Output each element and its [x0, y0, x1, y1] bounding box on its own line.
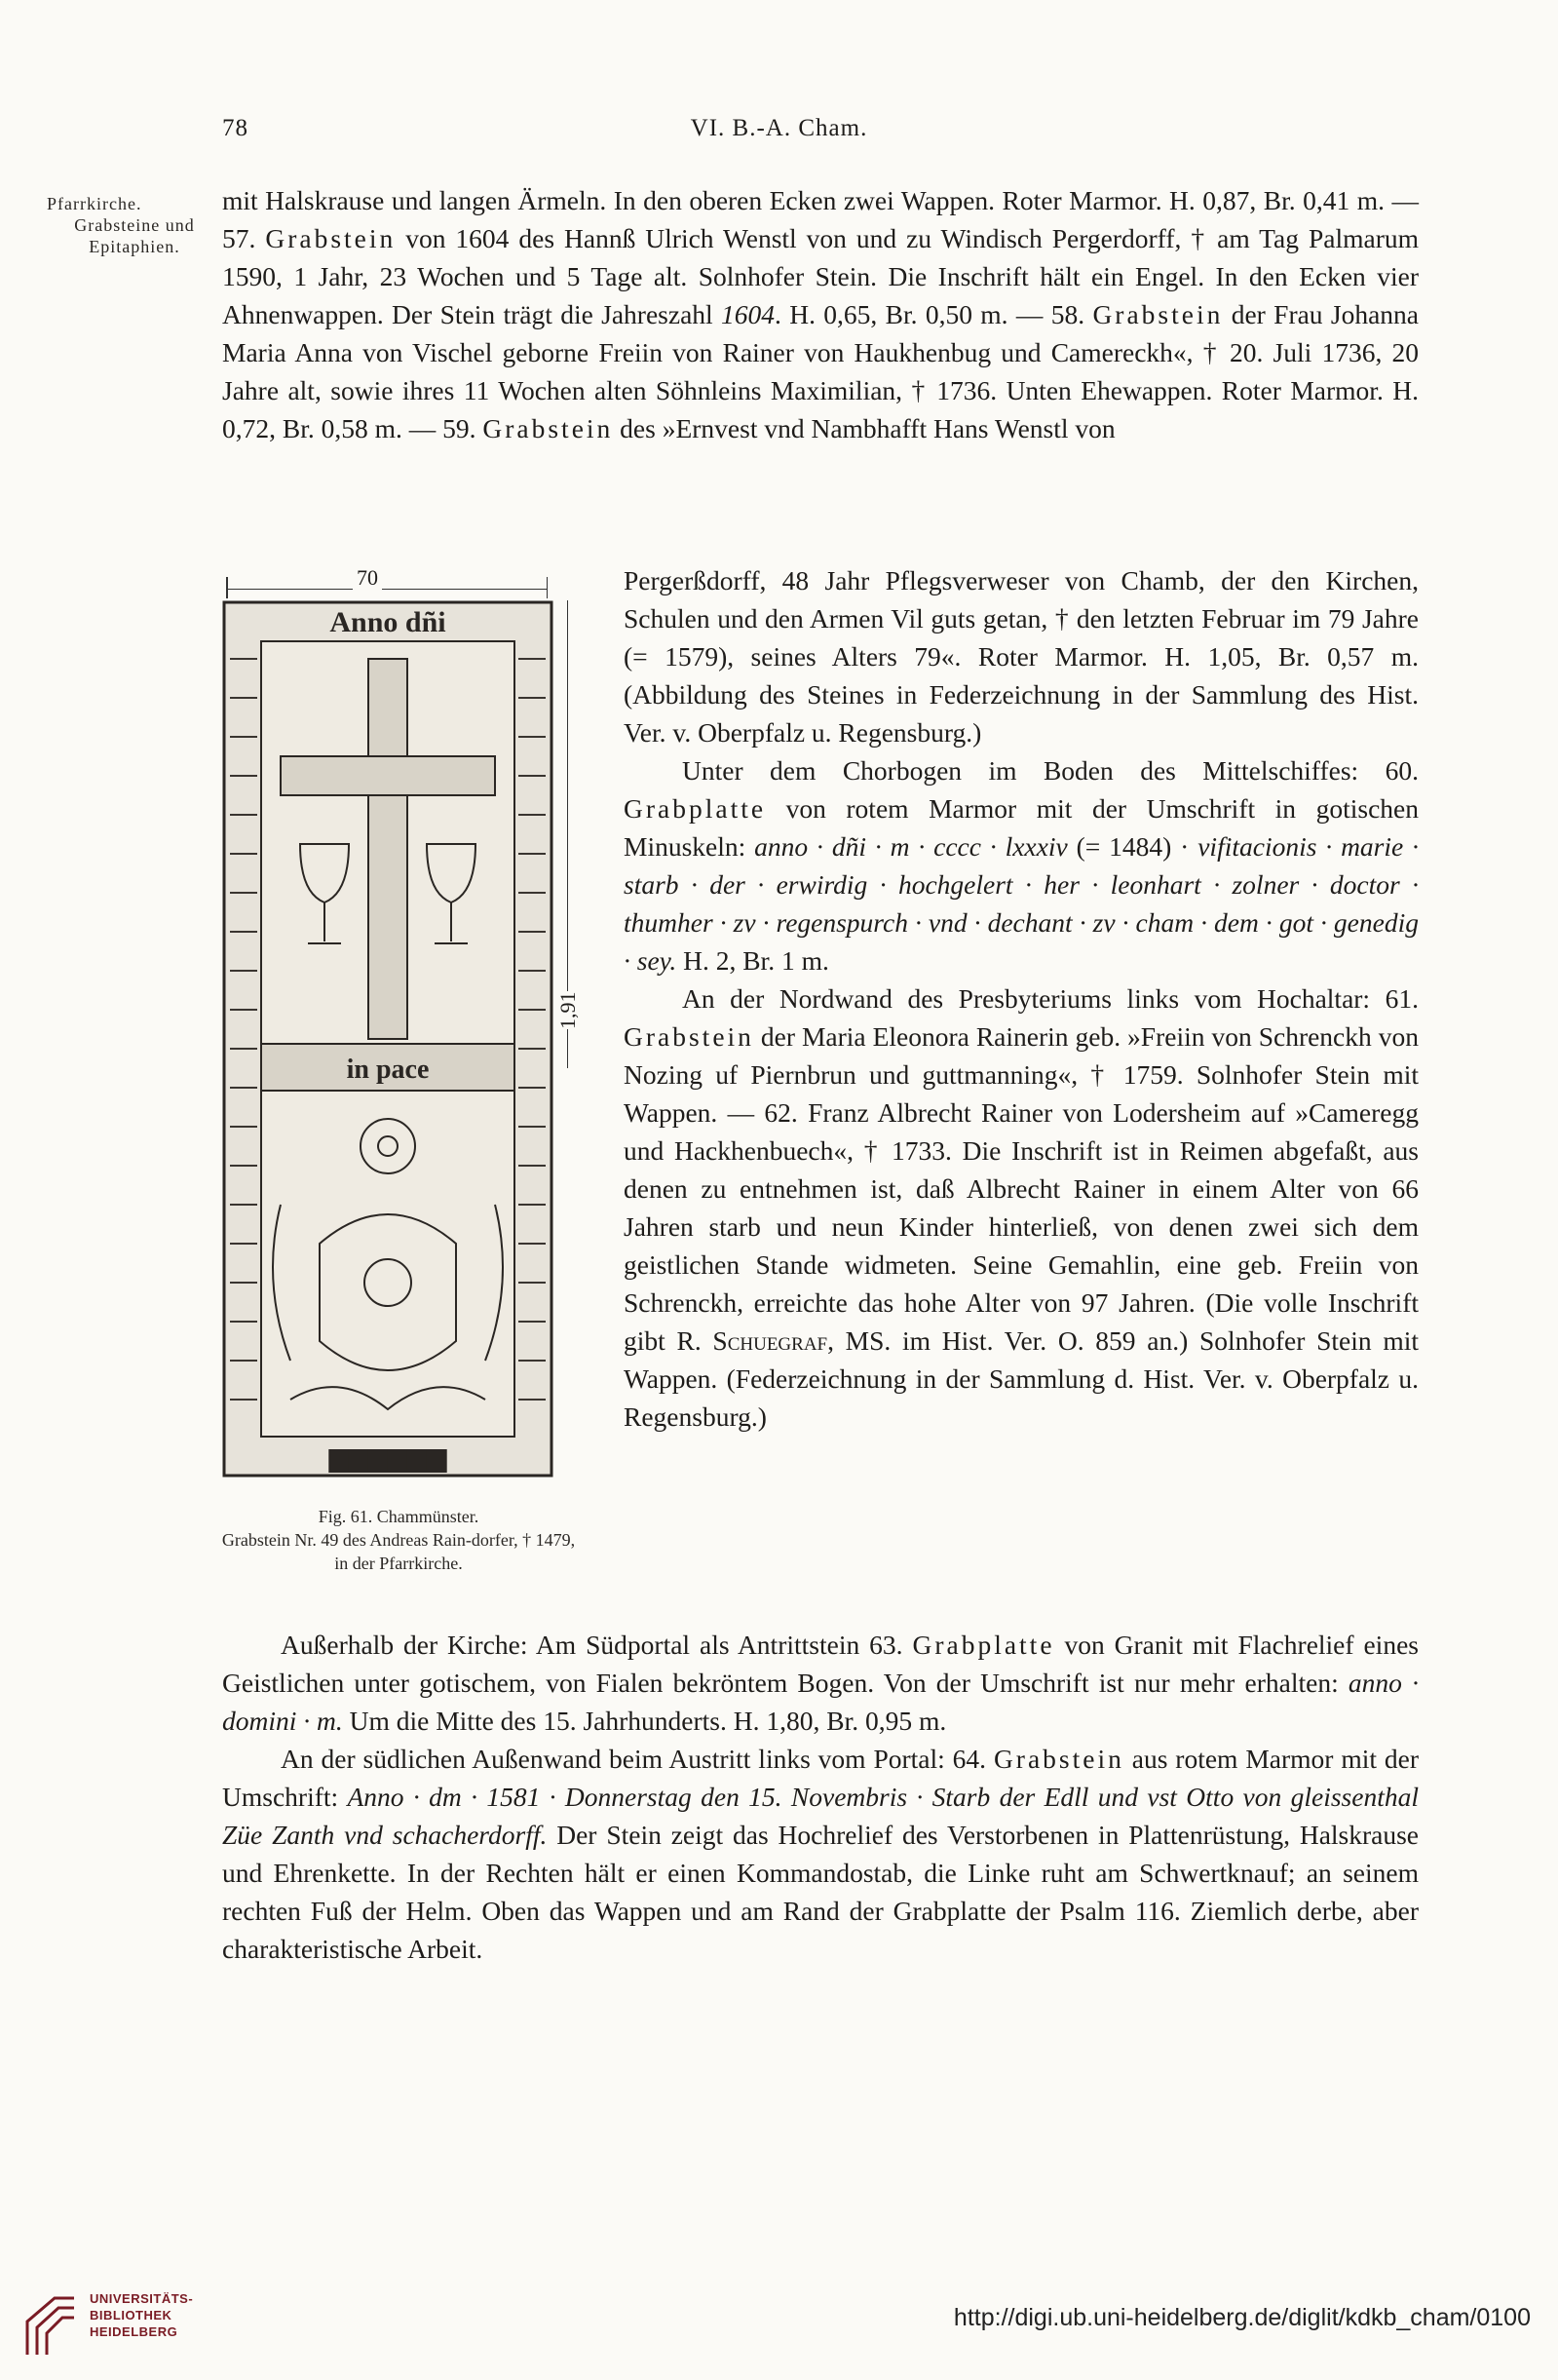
- running-head: VI. B.-A. Cham.: [690, 115, 868, 141]
- svg-text:▆▆▆▆▆▆: ▆▆▆▆▆▆: [329, 1443, 446, 1472]
- paragraph: An der südlichen Außenwand beim Austritt links vom Portal: 64. Grabstein aus rotem Marmor mit der Umschrift: Anno · dm · 1581 · Donnerstag den 15. Novembris · Starb der Edll und vst Otto von gleissenthal Züe Zanth vnd schacherdorff. Der Stein zeigt das Hochrelief des Verstorbenen in Plattenrüstung, Halskrause und Ehrenkette. In der Rechten hält er einen Kommandostab, die Linke ruht am Schwertknauf; an seinem rechten Fuß der Helm. Oben das Wappen und am Rand der Grabplatte der Psalm 116. Ziemlich derbe, aber charakteristische Arbeit.: [222, 1744, 1420, 1964]
- paragraph: An der Nordwand des Presbyteriums links vom Hochaltar: 61. Grabstein der Maria Eleonora Rainerin geb. »Freiin von Schrenckh von Nozing uf Piernbrun und guttmanning«, † 1759. Solnhofer Stein mit Wappen. — 62. Franz Albrecht Rainer von Lodersheim auf »Cameregg und Hackhenbuech«, † 1733. Die Inschrift ist in Reimen abgefaßt, aus denen zu entnehmen ist, daß Albrecht Rainer in einem Alter von 66 Jahren starb und neun Kinder hinterließ, von denen zwei sich dem geistlichen Stande widmeten. Seine Gemahlin, eine geb. Freiin von Schrenckh, erreichte das hohe Alter von 97 Jahren. (Die volle Inschrift gibt R. Schuegraf, MS. im Hist. Ver. O. 859 an.) Solnhofer Stein mit Wappen. (Federzeichnung in der Sammlung d. Hist. Ver. v. Oberpfalz u. Regensburg.): [624, 983, 1419, 1432]
- page-number: 78: [222, 115, 248, 141]
- page-footer: [0, 2271, 1558, 2380]
- dimension-width-label: 70: [353, 565, 382, 591]
- page-header: [0, 115, 1558, 154]
- library-logo-icon: [21, 2292, 80, 2361]
- library-logo-text: UNIVERSITÄTS- BIBLIOTHEK HEIDELBERG: [90, 2291, 194, 2339]
- source-url-link[interactable]: http://digi.ub.uni-heidelberg.de/diglit/kdkb_cham/0100: [953, 2304, 1531, 2331]
- figure-caption: [218, 1505, 579, 1575]
- caption-title: Fig. 61. Chammünster.: [318, 1507, 479, 1526]
- gravestone-drawing: [222, 600, 553, 1478]
- dimension-height-label: 1,91: [555, 991, 580, 1029]
- inscription-top: Anno dñi: [329, 606, 446, 638]
- margin-note: [47, 193, 222, 257]
- text-block-bottom: [222, 1626, 1419, 1968]
- paragraph: Unter dem Chorbogen im Boden des Mittelschiffes: 60. Grabplatte von rotem Marmor mit der Umschrift in gotischen Minuskeln: anno · dñi · m · cccc · lxxxiv (= 1484) · vifitacionis · marie · starb · der · erwirdig · hochgelert · her · leonhart · zolner · doctor · thumher · zv · regenspurch · vnd · dechant · zv · cham · dem · got · genedig · sey. H. 2, Br. 1 m.: [624, 755, 1419, 976]
- paragraph: mit Halskrause und langen Ärmeln. In den oberen Ecken zwei Wappen. Roter Marmor. H. 0,87, Br. 0,41 m. — 57. Grabstein von 1604 des Hannß Ulrich Wenstl von und zu Windisch Pergerdorff, † am Tag Palmarum 1590, 1 Jahr, 23 Wochen und 5 Tage alt. Solnhofer Stein. Die Inschrift hält ein Engel. In den Ecken vier Ahnenwappen. Der Stein trägt die Jahreszahl 1604. H. 0,65, Br. 0,50 m. — 58. Grabstein der Frau Johanna Maria Anna von Vischel geborne Freiin von Rainer von Haukhenbug und Camereckh«, † 20. Juli 1736, 20 Jahre alt, sowie ihres 11 Wochen alten Söhnleins Maximilian, † 1736. Unten Ehewappen. Roter Marmor. H. 0,72, Br. 0,58 m. — 59. Grabstein des »Ernvest vnd Nambhafft Hans Wenstl von: [222, 185, 1420, 443]
- dimension-width: [226, 565, 548, 595]
- figure-gravestone: [218, 565, 580, 1591]
- paragraph: Pergerßdorff, 48 Jahr Pflegsverweser von Chamb, der den Kirchen, Schulen und den Armen Vil guts getan, † den letzten Februar im 79 Jahre (= 1579), seines Alters 79«. Roter Marmor. H. 1,05, Br. 0,57 m. (Abbildung des Steines in Federzeichnung in der Sammlung des Hist. Ver. v. Oberpfalz u. Regensburg.): [624, 565, 1419, 748]
- paragraph: Außerhalb der Kirche: Am Südportal als Antrittstein 63. Grabplatte von Granit mit Flachrelief eines Geistlichen unter gotischem, von Fialen bekröntem Bogen. Von der Umschrift ist nur mehr erhalten: anno · domini · m. Um die Mitte des 15. Jahrhunderts. H. 1,80, Br. 0,95 m.: [222, 1630, 1419, 1736]
- inscription-mid: in pace: [346, 1055, 430, 1085]
- dimension-height: [555, 600, 580, 1068]
- caption-text: Grabstein Nr. 49 des Andreas Rain-dorfer, † 1479, in der Pfarrkirche.: [221, 1530, 576, 1573]
- text-block-right: [624, 561, 1419, 1436]
- text-block-top: [222, 181, 1419, 447]
- margin-note-subtitle: Grabsteine und Epitaphien.: [74, 215, 195, 256]
- margin-note-title: Pfarrkirche.: [47, 194, 142, 213]
